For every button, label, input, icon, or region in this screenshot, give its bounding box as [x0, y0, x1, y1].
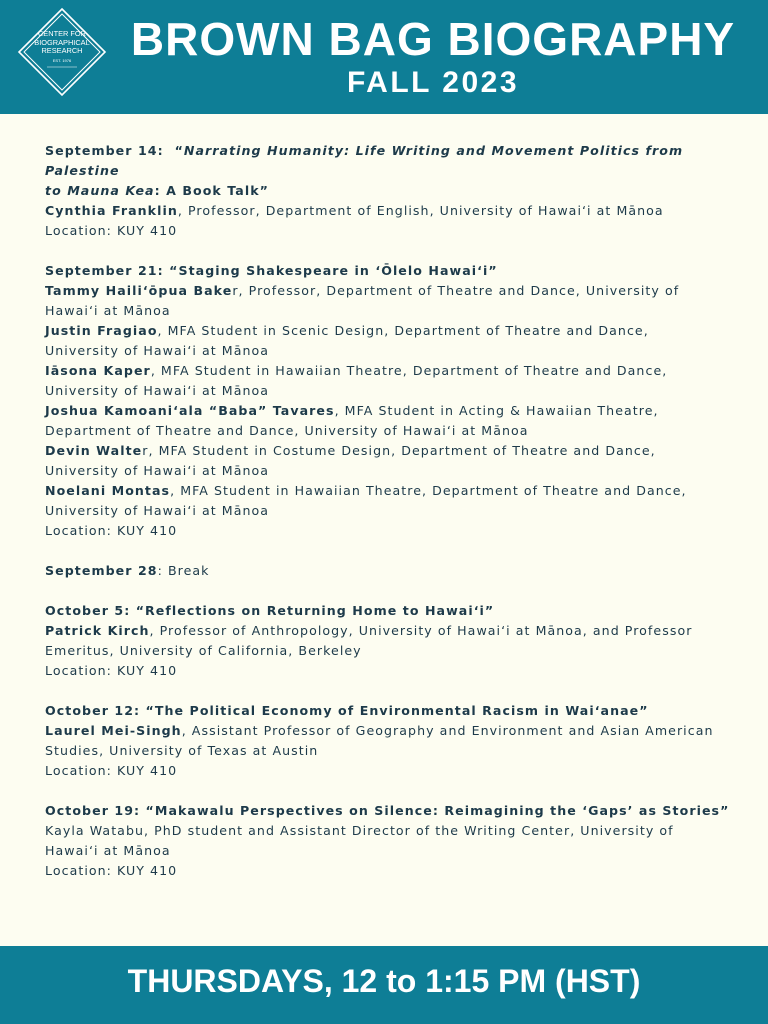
speaker-name: Justin Fragiao [45, 323, 158, 338]
speaker [45, 401, 735, 421]
schedule-list [45, 141, 735, 901]
speaker-role-cont: Hawaiʻi at Mānoa [45, 843, 171, 858]
speaker-role-cont: University of Hawaiʻi at Mānoa [45, 383, 270, 398]
speaker-role: , MFA Student in Scenic Design, Department of Theatre and Dance, [157, 323, 649, 338]
speaker-role-cont: University of Hawaiʻi at Mānoa [45, 463, 270, 478]
event-break [45, 561, 735, 581]
event-title-text: “The Political Economy of Environmental Racism in Waiʻanae” [145, 703, 649, 718]
event-date: October 5: [45, 603, 131, 618]
event-title-cont [45, 181, 735, 201]
speaker-role: r, MFA Student in Costume Design, Department of Theatre and Dance, [142, 443, 656, 458]
speaker-role-cont: Department of Theatre and Dance, University of Hawaiʻi at Mānoa [45, 423, 529, 438]
speaker [45, 481, 735, 501]
header-banner [0, 0, 768, 114]
event-location: Location: KUY 410 [45, 663, 178, 678]
event-title-text: “Staging Shakespeare in ʻŌlelo Hawaiʻi” [169, 263, 498, 278]
event-title [45, 801, 735, 821]
logo-line-1: CENTER FOR [37, 29, 87, 38]
event-title [45, 141, 735, 181]
speaker-name: Patrick Kirch [45, 623, 150, 638]
speaker [45, 201, 735, 221]
speaker-role-cont: University of Hawaiʻi at Mānoa [45, 343, 270, 358]
logo-text [26, 30, 98, 66]
event-date: September 28 [45, 563, 158, 578]
event-title-text: “Reflections on Returning Home to Hawaiʻi” [135, 603, 495, 618]
event-break-text: : Break [157, 563, 210, 578]
event-sep-14 [45, 141, 735, 241]
event-oct-5 [45, 601, 735, 681]
event-title [45, 601, 735, 621]
speaker [45, 621, 735, 641]
speaker-name: Devin Walte [45, 443, 143, 458]
speaker-name: Noelani Montas [45, 483, 171, 498]
event-title [45, 261, 735, 281]
event-date: September 14: [45, 143, 164, 158]
event-sep-28 [45, 561, 735, 581]
event-oct-12 [45, 701, 735, 781]
speaker-role: r, Professor, Department of Theatre and Dance, University of [232, 283, 680, 298]
speaker-role: , Assistant Professor of Geography and Environment and Asian American [181, 723, 714, 738]
event-location: Location: KUY 410 [45, 763, 178, 778]
event-oct-19 [45, 801, 735, 881]
event-sep-21 [45, 261, 735, 541]
speaker [45, 321, 735, 341]
speaker-name: Laurel Mei-Singh [45, 723, 182, 738]
speaker-role-cont: Emeritus, University of California, Berkeley [45, 643, 362, 658]
speaker-name: Tammy Haili‘ōpua Bake [45, 283, 233, 298]
speaker-name: Joshua Kamoani‘ala “Baba” Tavares [45, 403, 335, 418]
speaker-role: , Professor of Anthropology, University of Hawaiʻi at Mānoa, and Professor [149, 623, 693, 638]
event-title-quote: “ [174, 143, 184, 158]
event-location: Location: KUY 410 [45, 863, 178, 878]
logo-line-2: BIOGRAPHICAL [34, 37, 90, 47]
speaker-role-cont: University of Hawaiʻi at Mānoa [45, 503, 270, 518]
footer-schedule-text: THURSDAYS, 12 to 1:15 PM (HST) [127, 963, 641, 999]
speaker-plain: Kayla Watabu, PhD student and Assistant Director of the Writing Center, University of [45, 823, 674, 838]
speaker-role: , Professor, Department of English, University of Hawaiʻi at Mānoa [177, 203, 664, 218]
event-date: October 19: [45, 803, 141, 818]
speaker [45, 281, 735, 301]
speaker-role: , MFA Student in Acting & Hawaiian Theatre, [334, 403, 659, 418]
event-title-text: “Makawalu Perspectives on Silence: Reimagining the ‘Gaps’ as Stories” [145, 803, 730, 818]
page-subtitle: FALL 2023 [346, 66, 520, 99]
speaker-role-cont: Hawaiʻi at Mānoa [45, 303, 171, 318]
logo-line-3: RESEARCH [41, 46, 83, 55]
speaker-role: , MFA Student in Hawaiian Theatre, Department of Theatre and Dance, [150, 363, 668, 378]
speaker-role: , MFA Student in Hawaiian Theatre, Department of Theatre and Dance, [170, 483, 687, 498]
event-title-italic: Narrating Humanity: Life Writing and Movement Politics from Palestine [45, 143, 684, 178]
event-location: Location: KUY 410 [45, 223, 178, 238]
event-title-italic-2: to Mauna Kea [45, 183, 155, 198]
event-date: September 21: [45, 263, 164, 278]
event-title-rest: : A Book Talk” [154, 183, 269, 198]
footer-banner [0, 946, 768, 1024]
logo-est: EST. 1976 [52, 57, 72, 63]
speaker-name: Iāsona Kaper [45, 363, 151, 378]
speaker [45, 361, 735, 381]
speaker [45, 721, 735, 741]
speaker-name: Cynthia Franklin [45, 203, 178, 218]
event-title [45, 701, 735, 721]
speaker-role-cont: Studies, University of Texas at Austin [45, 743, 319, 758]
page-title: BROWN BAG BIOGRAPHY [130, 13, 736, 65]
event-date: October 12: [45, 703, 141, 718]
event-location: Location: KUY 410 [45, 523, 178, 538]
speaker [45, 441, 735, 461]
